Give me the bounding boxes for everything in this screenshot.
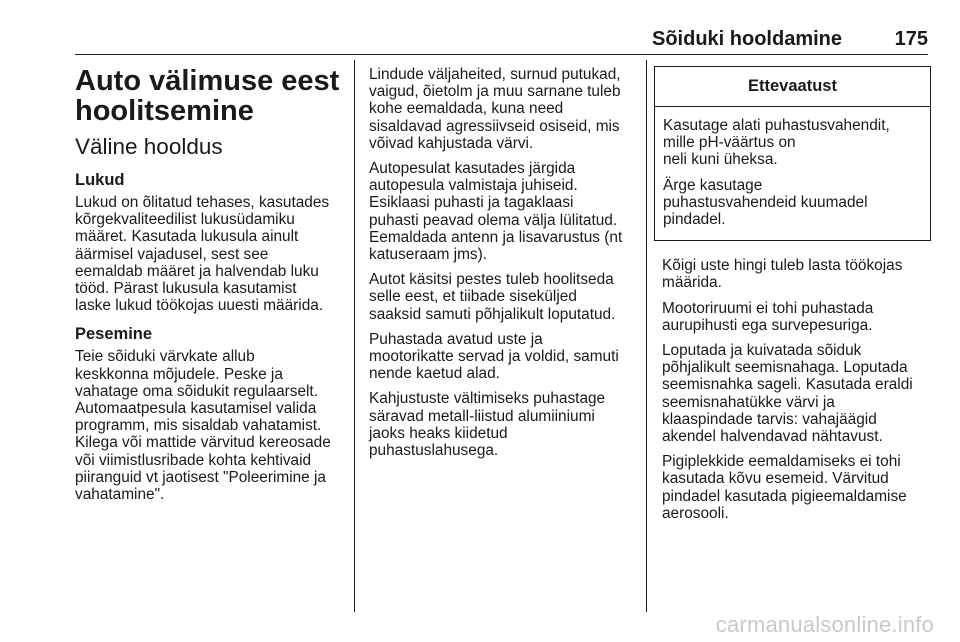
right-column: [654, 66, 934, 530]
middle-column: [369, 66, 637, 467]
paragraph: Loputada ja kuivatada sõiduk põhjalikult seemisnahaga. Loputada seemisnahka sageli. Kasutada eraldi seemisnahatükke värvi ja klaaspindade tarvis: vahajäägid akendel halvendavad nähtavust.: [662, 342, 913, 446]
paragraph: Mootoriruumi ei tohi puhastada aurupihusti ega survepesuriga.: [662, 299, 874, 334]
washing-heading: Pesemine: [75, 325, 153, 344]
page-title-line: hoolitsemine: [75, 95, 254, 127]
caution-paragraph: Kasutage alati puhastusvahendit, mille pH-väärtus on neli kuni üheksa.: [663, 117, 890, 169]
paragraph: Autot käsitsi pestes tuleb hoolitseda selle eest, et tiibade siseküljed saaksid samuti põhjalikult loputatud.: [369, 271, 616, 323]
paragraph: Pigiplekkide eemaldamiseks ei tohi kasutada kõvu esemeid. Värvitud pindadel kasutada pigieemaldamise aerosooli.: [662, 453, 907, 522]
caution-heading: Ettevaatust: [655, 67, 930, 107]
left-column: [75, 66, 351, 511]
page-title-line: Auto välimuse eest: [75, 65, 340, 97]
column-divider-left: [354, 60, 355, 612]
paragraph: Kahjustuste vältimiseks puhastage säravad metall-liistud alumiiniumi jaoks heaks kiidetud puhastuslahusega.: [369, 390, 606, 460]
caution-paragraph: Ärge kasutage puhastusvahendeid kuumadel pindadel.: [663, 176, 868, 229]
paragraph: Autopesulat kasutades järgida autopesula valmistaja juhiseid. Esiklaasi puhasti ja tagaklaasi puhasti peavad olema välja lülitatud. Eemaldada antenn ja lisavarustus (nt katuseraam jms).: [369, 160, 623, 264]
section-heading: Väline hooldus: [75, 134, 223, 159]
paragraph: Kõigi uste hingi tuleb lasta töökojas määrida.: [662, 257, 903, 292]
caution-box: [654, 66, 931, 241]
page-title: [75, 66, 351, 126]
header-rule: [75, 54, 928, 55]
paragraph: Lindude väljaheited, surnud putukad, vaigud, õietolm ja muu sarnane tuleb kohe eemaldada, kuna need sisaldavad agressiivseid osiseid, mis võivad kahjustada värvi.: [369, 66, 621, 152]
chapter-title: Sõiduki hooldamine: [651, 28, 842, 50]
locks-heading: Lukud: [75, 171, 125, 189]
watermark: carmanualsonline.info: [715, 612, 934, 637]
locks-paragraph: Lukud on õlitatud tehases, kasutades kõrgekvaliteedilist lukusüdamiku määret. Kasutada lukusula ainult äärmisel vajadusel, sest see eemaldab määret ja halvendab luku tööd. Pärast lukusula kasutamist laske lukud töökojas uuesti määrida.: [75, 194, 330, 315]
washing-paragraph: Teie sõiduki värvkate allub keskkonna mõjudele. Peske ja vahatage oma sõidukit regulaarselt. Automaatpesula kasutamisel valida programm, mis sisaldab vahatamist. Kilega või mattide värvitud kereosade või viimistlusribade kohta kehtivaid piiranguid vt jaotisest "Poleerimine ja vahatamine".: [75, 348, 331, 504]
page-number: 175: [894, 28, 928, 50]
column-divider-right: [646, 60, 647, 612]
paragraph: Puhastada avatud uste ja mootorikatte servad ja voldid, samuti nende kaetud alad.: [369, 330, 619, 383]
caution-body: [655, 107, 930, 240]
